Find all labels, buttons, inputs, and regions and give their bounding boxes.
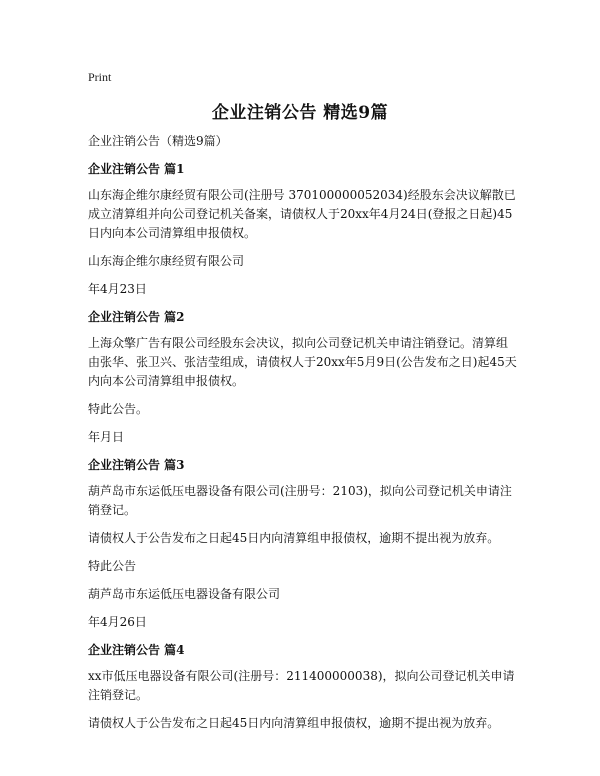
section-paragraph: 山东海企维尔康经贸有限公司 (88, 254, 245, 268)
section-3 (88, 456, 518, 632)
document-body (88, 132, 518, 742)
section-paragraph: 年4月23日 (88, 282, 147, 296)
section-paragraph: 葫芦岛市东运低压电器设备有限公司 (88, 587, 281, 601)
section-2 (88, 308, 518, 447)
section-1 (88, 160, 518, 299)
section-paragraph: 特此公告。 (88, 402, 149, 416)
section-heading: 企业注销公告 篇2 (88, 310, 185, 324)
document-subtitle: 企业注销公告（精选9篇） (88, 134, 228, 148)
section-paragraph: 年4月26日 (88, 615, 147, 629)
section-paragraph: 山东海企维尔康经贸有限公司(注册号 370100000052034)经股东会决议解散已成立清算组并向公司登记机关备案，请债权人于20xx年4月24日(登报之日起)45日内向本公司清算组申报债权。 (88, 188, 516, 240)
section-paragraph: 特此公告 (88, 559, 137, 573)
section-heading: 企业注销公告 篇3 (88, 458, 185, 472)
section-4 (88, 641, 518, 733)
section-paragraph: 上海众擎广告有限公司经股东会决议，拟向公司登记机关申请注销登记。清算组由张华、张卫兴、张洁莹组成，请债权人于20xx年5月9日(公告发布之日)起45天内向本公司清算组申报债权。 (88, 336, 517, 388)
section-paragraph: 请债权人于公告发布之日起45日内向清算组申报债权，逾期不提出视为放弃。 (88, 531, 500, 545)
section-paragraph: 年月日 (88, 430, 125, 444)
section-paragraph: 葫芦岛市东运低压电器设备有限公司(注册号：2103)，拟向公司登记机关申请注销登记。 (88, 484, 512, 517)
page-title: 企业注销公告 精选9篇 (211, 103, 389, 123)
section-paragraph: 请债权人于公告发布之日起45日内向清算组申报债权，逾期不提出视为放弃。 (88, 716, 500, 730)
print-link[interactable]: Print (88, 70, 112, 84)
section-heading: 企业注销公告 篇4 (88, 643, 185, 657)
section-heading: 企业注销公告 篇1 (88, 162, 185, 176)
section-paragraph: xx市低压电器设备有限公司(注册号：211400000038)，拟向公司登记机关申请注销登记。 (88, 669, 515, 702)
